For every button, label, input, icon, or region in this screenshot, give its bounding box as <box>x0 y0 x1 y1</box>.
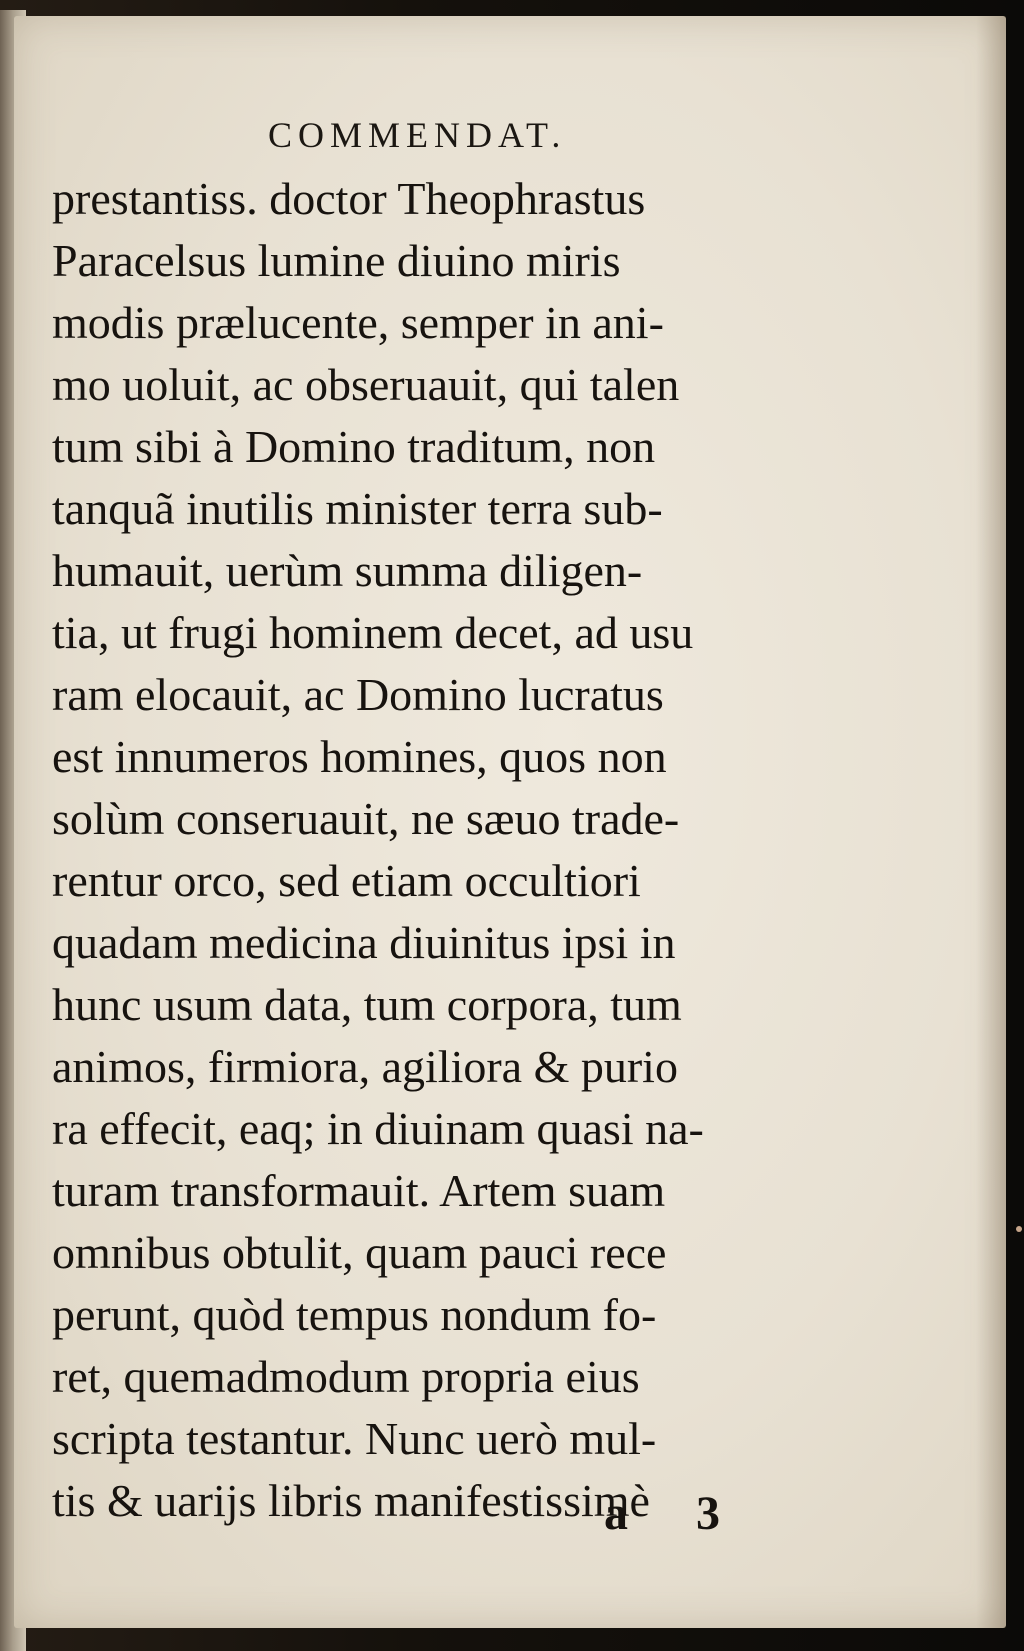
body-text <box>52 168 792 1532</box>
running-head: COMMENDAT. <box>268 115 567 155</box>
text-line: ra effecit, eaq; in diuinam quasi na- <box>52 1103 704 1154</box>
text-line: hunc usum data, tum corpora, tum <box>52 979 682 1030</box>
text-line: mo uoluit, ac obseruauit, qui talen <box>52 359 680 410</box>
text-line: omnibus obtulit, quam pauci rece <box>52 1227 667 1278</box>
paper-speck <box>1016 1226 1022 1232</box>
text-line: ret, quemadmodum propria eius <box>52 1351 640 1402</box>
text-line: tis & uarijs libris manifestissimè <box>52 1475 650 1526</box>
text-line: prestantiss. doctor Theophrastus <box>52 173 646 224</box>
text-line: modis prælucente, semper in ani- <box>52 297 664 348</box>
text-line: est innumeros homines, quos non <box>52 731 667 782</box>
text-line: humauit, uerùm summa diligen- <box>52 545 643 596</box>
text-line: tanquã inutilis minister terra sub- <box>52 483 663 534</box>
text-line: quadam medicina diuinitus ipsi in <box>52 917 676 968</box>
book-page <box>14 16 1006 1628</box>
signature-mark: a 3 <box>604 1487 748 1540</box>
text-line: tia, ut frugi hominem decet, ad usu <box>52 607 694 658</box>
text-line: rentur orco, sed etiam occultiori <box>52 855 641 906</box>
text-line: scripta testantur. Nunc uerò mul- <box>52 1413 657 1464</box>
text-line: animos, firmiora, agiliora & purio <box>52 1041 678 1092</box>
text-line: turam transformauit. Artem suam <box>52 1165 666 1216</box>
text-line: tum sibi à Domino traditum, non <box>52 421 656 472</box>
text-line: perunt, quòd tempus nondum fo- <box>52 1289 657 1340</box>
text-line: solùm conseruauit, ne sæuo trade- <box>52 793 680 844</box>
text-line: ram elocauit, ac Domino lucratus <box>52 669 664 720</box>
text-line: Paracelsus lumine diuino miris <box>52 235 621 286</box>
